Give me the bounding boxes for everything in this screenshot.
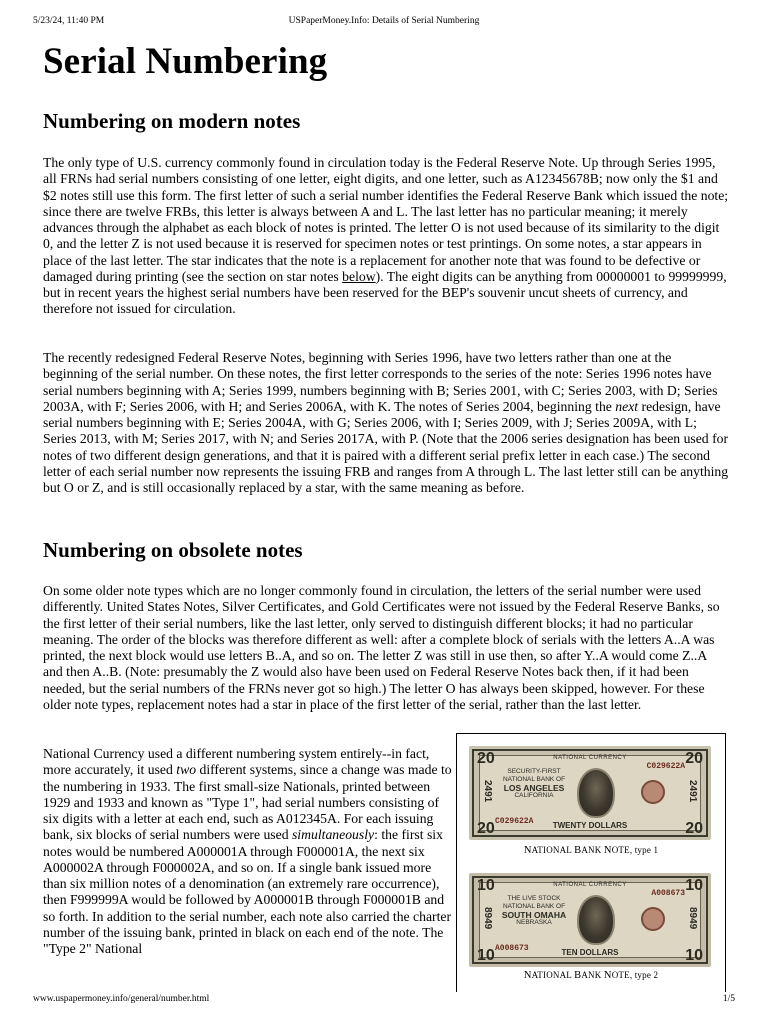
paragraph-modern-1: The only type of U.S. currency commonly found in circulation today is the Federal Reserve Note. Up through Series 1995, all FRNs had serial numbers consisting of one letter, eight digits, and one letter, such as A12345678B; now only the $1 and $2 notes still use this form. The first letter of such a serial number identifies the Federal Reserve Bank which issued the note; since there are twelve FRBs, this letter is always between A and L. The last letter has no particular meaning; it merely advances through the alphabet as each block of notes is printed. The letter O is not used because of its similarity to the digit 0, and the letter Z is not used because it is reserved for specimen notes or test printings. On some notes, a star appears in place of the last letter. The star indicates that the note is a replacement for another note that was found to be defective or damaged during printing (see the section on star notes below). The eight digits can be anything from 00000001 to 99999999, but in recent years the highest serial numbers have been reserved for the BEP's souvenir uncut sheets of currency, and therefore not issued for circulation.: [43, 155, 729, 317]
print-footer: [33, 994, 735, 1004]
treasury-seal: [641, 780, 665, 804]
link-below[interactable]: below: [342, 268, 376, 284]
paragraph-obsolete-2: National Currency used a different numbering system entirely--in fact, more accurately, it used two different systems, since a change was made to the numbering in 1933. The first small-size Nationals, printed between 1929 and 1933 and known as "Type 1", had serial numbers consisting of six digits with a letter at each end, such as A012345A. For each issuing bank, six blocks of serial numbers were used simultaneously: the first six notes would be numbered A000001A through F000001A, the next six A000002A through F000002A, and so on. If a single bank issued more than six million notes of a denomination (an extremely rare occurrence), then F999999A would be followed by A000001B through F000001B and so forth. In addition to the serial number, each note also carried the charter number of the issuing bank, printed in black on each end of the note. The "Type 2" National: [43, 746, 452, 956]
print-datetime: 5/23/24, 11:40 PM: [33, 16, 105, 26]
print-header: [33, 16, 735, 26]
portrait: [577, 895, 615, 945]
figure-box: [456, 733, 726, 992]
bank-name: SECURITY-FIRST NATIONAL BANK OF LOS ANGELES CALIFORNIA: [502, 768, 566, 799]
section-heading-obsolete: Numbering on obsolete notes: [43, 538, 303, 562]
portrait: [577, 768, 615, 818]
paragraph-obsolete-1: On some older note types which are no longer commonly found in circulation, the letters of the serial number were used differently. United States Notes, Silver Certificates, and Gold Certificates were not issued by the Federal Reserve Banks, so the first letter of their serial numbers, like the last letter, only served to distinguish different blocks; it had no particular meaning. The order of the blocks was therefore different as well: after a complete block of serials with the letters A..A was printed, the next block would use letters B..A, and so on. The letter Z was still in use then, so after Y..A would come Z..A and then A..B. (Note: presumably the Z would also have been used on Federal Reserve Notes back then, if it had been needed, but the serial numbers of the FRNs never got so high.) The letter O has always been skipped, however. For these older note types, replacement notes had a star in place of the first letter of the serial, rather than the last letter.: [43, 583, 720, 712]
section-heading-modern: Numbering on modern notes: [43, 109, 301, 133]
figure-caption-type1: NATIONAL BANK NOTE, type 1: [523, 845, 659, 856]
treasury-seal: [641, 907, 665, 931]
print-url: www.uspapermoney.info/general/number.html: [33, 994, 210, 1004]
print-page-title: USPaperMoney.Info: Details of Serial Numbering: [288, 16, 480, 26]
paragraph-modern-2: The recently redesigned Federal Reserve Notes, beginning with Series 1996, have two letters rather than one at the beginning of the serial number. On these notes, the first letter corresponds to the series of the note: Series 1996 notes have serial numbers beginning with A; Series 1999, numbers beginning with B; Series 2001, with C; Series 2003, with D; Series 2003A, with F; Series 2006, with H; and Series 2006A, with K. The notes of Series 2004, beginning the next redesign, have serial numbers beginning with E; Series 2004A, with G; Series 2006, with I; Series 2009, with J; Series 2009A, with L; Series 2013, with M; Series 2017, with N; and Series 2017A, with P. (Note that the 2006 series designation has been used for notes of two different design generations, and that it is paired with a different serial prefix letter in each case.) The second letter of each serial number now represents the issuing FRB and ranges from A through L. The last letter still can be anything but O or Z, and is still occasionally replaced by a star, with the same meaning as before.: [43, 350, 729, 495]
figure-caption-type2: NATIONAL BANK NOTE, type 2: [523, 970, 659, 981]
print-page-number: 1/5: [722, 994, 735, 1004]
national-bank-note-type2-image: NATIONAL CURRENCY 10 10 10 10 THE LIVE STOCK NATIONAL BANK OF SOUTH OMAHA NEBRASKA A008673 A008673 8949 8949 TEN DOLLARS: [469, 873, 711, 967]
bank-name: THE LIVE STOCK NATIONAL BANK OF SOUTH OMAHA NEBRASKA: [501, 895, 567, 926]
page-title: Serial Numbering: [43, 41, 328, 82]
national-bank-note-type1-image: NATIONAL CURRENCY 20 20 20 20 SECURITY-FIRST NATIONAL BANK OF LOS ANGELES CALIFORNIA C029622A C029622A 2491 2491 TWENTY DOLLARS: [469, 746, 711, 840]
